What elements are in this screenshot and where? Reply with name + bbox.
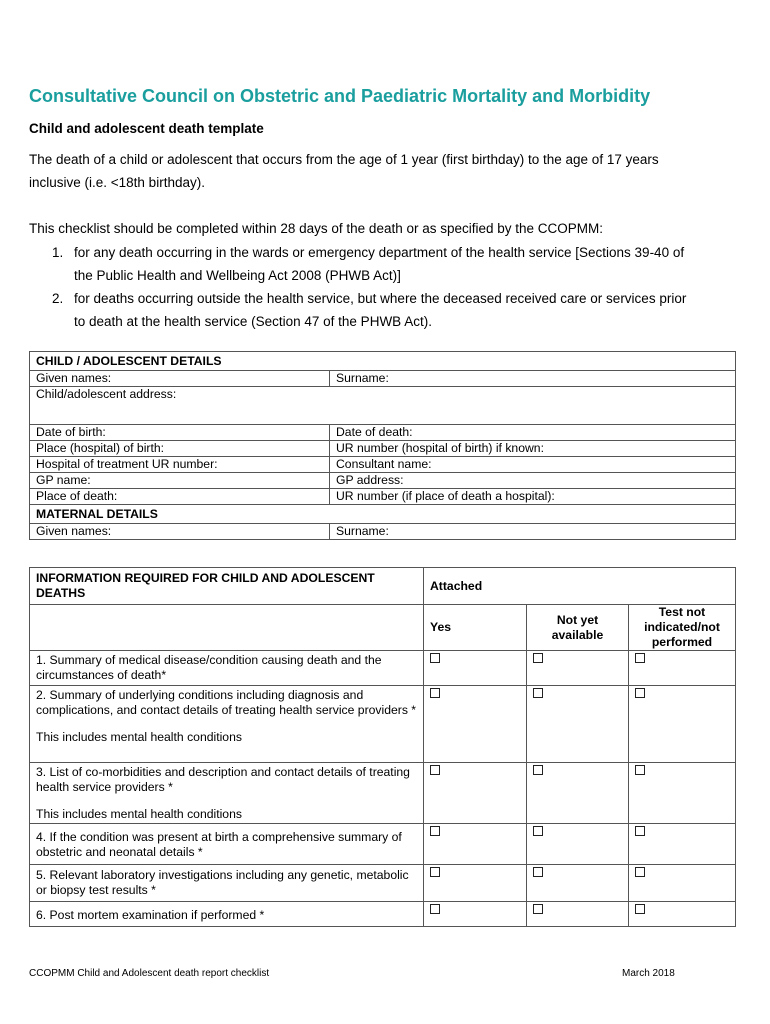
item-text: 2. Summary of underlying conditions including diagnosis and complications, and contact details of treating health service providers * — [36, 688, 417, 717]
item-text: 3. List of co-morbidities and description and contact details of treating health service providers * — [36, 765, 410, 794]
not-yet-checkbox[interactable] — [533, 867, 543, 877]
address-field[interactable]: Child/adolescent address: — [30, 387, 736, 425]
attached-header: Attached — [424, 568, 736, 605]
ur-birth-field[interactable]: UR number (hospital of birth) if known: — [330, 441, 736, 457]
maternal-given-names-field[interactable]: Given names: — [30, 524, 330, 540]
not-yet-checkbox[interactable] — [533, 826, 543, 836]
not-yet-checkbox[interactable] — [533, 653, 543, 663]
list-item-number: 1. — [52, 245, 64, 260]
place-of-birth-field[interactable]: Place (hospital) of birth: — [30, 441, 330, 457]
child-details-header: CHILD / ADOLESCENT DETAILS — [30, 352, 736, 371]
not-indicated-checkbox[interactable] — [635, 688, 645, 698]
yes-checkbox[interactable] — [430, 826, 440, 836]
maternal-details-header: MATERNAL DETAILS — [30, 505, 736, 524]
page-title: Consultative Council on Obstetric and Paediatric Mortality and Morbidity — [29, 86, 651, 106]
information-required-table — [29, 567, 736, 927]
list-item-2 — [52, 287, 732, 310]
list-item-text: for any death occurring in the wards or emergency department of the health service [Sections 39-40 of — [74, 245, 685, 260]
item-text: 4. If the condition was present at birth a comprehensive summary of obstetric and neonatal details * — [36, 830, 402, 859]
not-yet-checkbox[interactable] — [533, 688, 543, 698]
dod-field[interactable]: Date of death: — [330, 425, 736, 441]
info-header: INFORMATION REQUIRED FOR CHILD AND ADOLESCENT DEATHS — [30, 568, 424, 605]
footer-right: March 2018 — [622, 968, 675, 979]
yes-column-header: Yes — [424, 605, 527, 651]
table-row — [30, 902, 736, 927]
surname-field[interactable]: Surname: — [330, 371, 736, 387]
item-text: 1. Summary of medical disease/condition causing death and the circumstances of death* — [36, 653, 382, 682]
not-indicated-checkbox[interactable] — [635, 904, 645, 914]
template-subtitle: Child and adolescent death template — [29, 121, 264, 136]
list-item-1-cont — [52, 264, 732, 287]
table-row — [30, 651, 736, 686]
not-yet-checkbox[interactable] — [533, 904, 543, 914]
not-yet-checkbox[interactable] — [533, 765, 543, 775]
not-yet-column-header: Not yet available — [527, 605, 629, 651]
table-row — [30, 686, 736, 763]
not-indicated-checkbox[interactable] — [635, 867, 645, 877]
list-item-text: the Public Health and Wellbeing Act 2008 (PHWB Act)] — [74, 268, 401, 283]
hospital-ur-field[interactable]: Hospital of treatment UR number: — [30, 457, 330, 473]
yes-checkbox[interactable] — [430, 904, 440, 914]
not-indicated-checkbox[interactable] — [635, 653, 645, 663]
item-note: This includes mental health conditions — [36, 807, 242, 821]
not-indicated-checkbox[interactable] — [635, 826, 645, 836]
gp-address-field[interactable]: GP address: — [330, 473, 736, 489]
yes-checkbox[interactable] — [430, 688, 440, 698]
place-of-death-field[interactable]: Place of death: — [30, 489, 330, 505]
not-indicated-checkbox[interactable] — [635, 765, 645, 775]
item-note: This includes mental health conditions — [36, 730, 242, 744]
list-item-text: for deaths occurring outside the health service, but where the deceased received care or services prior — [74, 291, 687, 306]
dob-field[interactable]: Date of birth: — [30, 425, 330, 441]
definition-line-1: The death of a child or adolescent that occurs from the age of 1 year (first birthday) to the age of 17 years — [29, 152, 659, 167]
definition-line-2: inclusive (i.e. <18th birthday). — [29, 175, 205, 190]
not-indicated-column-header: Test not indicated/not performed — [629, 605, 736, 651]
ur-death-field[interactable]: UR number (if place of death a hospital): — [330, 489, 736, 505]
table-row — [30, 824, 736, 865]
table-row — [30, 763, 736, 824]
list-item-2-cont — [52, 310, 732, 333]
given-names-field[interactable]: Given names: — [30, 371, 330, 387]
item-text: 5. Relevant laboratory investigations including any genetic, metabolic or biopsy test results * — [36, 868, 409, 897]
footer-left: CCOPMM Child and Adolescent death report checklist — [29, 968, 270, 979]
yes-checkbox[interactable] — [430, 653, 440, 663]
gp-name-field[interactable]: GP name: — [30, 473, 330, 489]
yes-checkbox[interactable] — [430, 867, 440, 877]
list-item-1 — [52, 241, 732, 264]
list-item-number: 2. — [52, 291, 64, 306]
item-text: 6. Post mortem examination if performed * — [36, 908, 265, 922]
list-item-text: to death at the health service (Section 47 of the PHWB Act). — [74, 314, 432, 329]
child-details-table — [29, 351, 736, 540]
consultant-field[interactable]: Consultant name: — [330, 457, 736, 473]
yes-checkbox[interactable] — [430, 765, 440, 775]
checklist-intro: This checklist should be completed within 28 days of the death or as specified by the CCOPMM: — [29, 221, 604, 236]
blank-header-cell — [30, 605, 424, 651]
maternal-surname-field[interactable]: Surname: — [330, 524, 736, 540]
table-row — [30, 865, 736, 902]
